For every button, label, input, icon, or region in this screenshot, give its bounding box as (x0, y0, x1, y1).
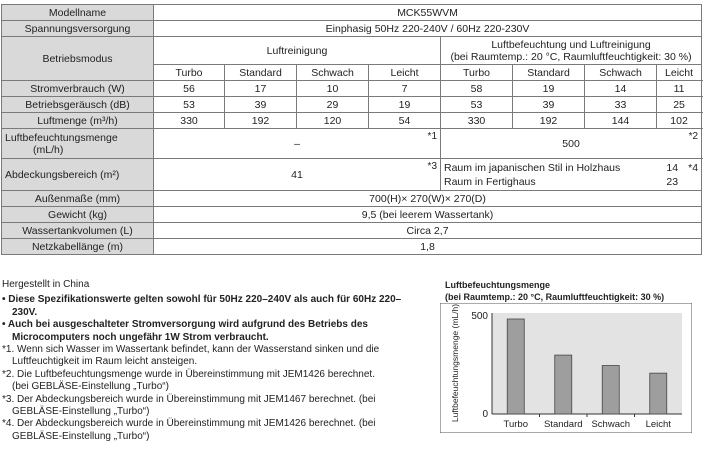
mode-label: Betriebsmodus (2, 37, 154, 81)
footnote: *3. Der Abdeckungsbereich wurde in Übereinstimmung mit JEM1467 berechnet. (bei GEBLÄSE-Einstellung „Turbo“) (2, 393, 376, 418)
spec-table (1, 4, 702, 255)
humidification-value-purify: – (294, 137, 300, 150)
footnote-ref: *2 (688, 131, 699, 142)
bar-schwach (602, 366, 619, 414)
tank-value: Circa 2,7 (154, 223, 702, 239)
tank-label: Wassertankvolumen (L) (2, 223, 154, 239)
group-humidification-condition: (bei Raumtemp.: 20 °C, Raumluftfeuchtigkeit: 30 %) (450, 50, 692, 63)
humidification-label-line1: Luftbefeuchtungsmenge (5, 131, 118, 144)
bar-turbo (507, 319, 524, 414)
cell: 17 (225, 81, 297, 97)
mode-header: Leicht (657, 65, 702, 81)
cell: 7 (369, 81, 441, 97)
mode-header: Turbo (154, 65, 225, 81)
x-tick-label: Leicht (645, 419, 671, 430)
bar-standard (555, 355, 572, 414)
footnote: *4. Der Abdeckungsbereich wurde in Übereinstimmung mit JEM1426 berechnet. (bei GEBLÄSE-Einstellung „Turbo“) (2, 418, 376, 442)
mode-header: Standard (225, 65, 297, 81)
cell: 53 (441, 97, 513, 113)
dimensions-value: 700(H)× 270(W)× 270(D) (154, 191, 702, 207)
row-label: Stromverbrauch (W) (2, 81, 154, 97)
table-row (2, 239, 702, 255)
weight-value: 9,5 (bei leerem Wassertank) (154, 207, 702, 223)
humidification-value-humid: 500 (562, 137, 580, 150)
cell: 33 (585, 97, 657, 113)
power-supply-value: Einphasig 50Hz 220-240V / 60Hz 220-230V (154, 21, 702, 37)
row-label: Luftmenge (m³/h) (2, 113, 154, 129)
footnote-text: (bei GEBLÄSE-Einstellung „Turbo“) (12, 381, 169, 393)
mode-header: Turbo (441, 65, 513, 81)
table-row (2, 159, 702, 191)
cell: 10 (297, 81, 369, 97)
coverage-room-value: 23 (666, 175, 679, 188)
x-tick-label: Turbo (503, 419, 528, 430)
footnote-ref: *4 (688, 161, 699, 174)
footnote: *1. Wenn sich Wasser im Wassertank befindet, kann der Wasserstand sinken und die Luftfeuchtigkeit im Raum leicht ansteigen. (2, 344, 380, 368)
humidification-label (2, 129, 154, 159)
mode-header: Schwach (585, 65, 657, 81)
mode-header: Standard (513, 65, 585, 81)
group-air-purification: Luftreinigung (154, 37, 441, 65)
row-label: Betriebsgeräusch (dB) (2, 97, 154, 113)
cell: 120 (297, 113, 369, 129)
footnote-text: *2. Die Luftbefeuchtungsmenge wurde in Übereinstimmung mit JEM1426 berechnet. (2, 368, 375, 380)
cell: 14 (585, 81, 657, 97)
cell: 19 (513, 81, 585, 97)
cell: 102 (657, 113, 702, 129)
model-value: MCK55WVM (154, 5, 702, 21)
cell: 29 (297, 97, 369, 113)
cable-value: 1,8 (154, 239, 702, 255)
table-row (2, 129, 702, 159)
coverage-room-type: Raum in Fertighaus (444, 175, 536, 188)
humidification-label-unit: (mL/h) (33, 143, 64, 156)
y-tick-label: 500 (471, 311, 488, 322)
coverage-room-type: Raum im japanischen Stil in Holzhaus (444, 161, 621, 174)
made-in-note: Hergestellt in China (2, 279, 90, 290)
cell: 192 (513, 113, 585, 129)
group-humidification (441, 37, 702, 65)
coverage-label: Abdeckungsbereich (m²) (2, 159, 154, 191)
y-tick-label: 0 (482, 409, 488, 420)
cell: 330 (154, 113, 225, 129)
bar-leicht (650, 373, 667, 414)
cable-label: Netzkabellänge (m) (2, 239, 154, 255)
cell: 53 (154, 97, 225, 113)
table-row (2, 81, 702, 97)
cell: 54 (369, 113, 441, 129)
x-tick-label: Standard (543, 419, 583, 430)
chart-title: Luftbefeuchtungsmenge (445, 280, 550, 290)
model-label: Modellname (2, 5, 154, 21)
coverage-humid-cell (441, 159, 702, 191)
coverage-purify-cell (154, 159, 441, 191)
cell: 144 (585, 113, 657, 129)
table-row (2, 97, 702, 113)
notes-section (2, 279, 412, 443)
table-row (2, 113, 702, 129)
humidification-chart (440, 303, 692, 433)
coverage-room-value: 14 (666, 161, 679, 174)
cell: 330 (441, 113, 513, 129)
x-tick-label: Schwach (591, 419, 631, 430)
dimensions-label: Außenmaße (mm) (2, 191, 154, 207)
cell: 39 (513, 97, 585, 113)
power-supply-label: Spannungsversorgung (2, 21, 154, 37)
group-humidification-title: Luftbefeuchtung und Luftreinigung (491, 38, 651, 51)
y-axis-label: Luftbefeuchtungsmenge (mL/h) (450, 303, 460, 423)
cell: 25 (657, 97, 702, 113)
footnote (2, 369, 412, 394)
coverage-value-purify: 41 (291, 168, 303, 181)
cell: 58 (441, 81, 513, 97)
cell: 39 (225, 97, 297, 113)
table-row (2, 207, 702, 223)
weight-label: Gewicht (kg) (2, 207, 154, 223)
cell: 19 (369, 97, 441, 113)
cell: 11 (657, 81, 702, 97)
bullet-note: • Auch bei ausgeschalteter Stromversorgung wird aufgrund des Betriebs des Microcomputers noch ungefähr 1W Strom verbraucht. (2, 319, 368, 343)
humidification-humid-cell (441, 129, 702, 159)
table-row (2, 223, 702, 239)
bullet-note: • Diese Spezifikationswerte gelten sowohl für 50Hz 220–240V als auch für 60Hz 220–230V. (2, 294, 402, 318)
cell: 192 (225, 113, 297, 129)
humidification-purify-cell (154, 129, 441, 159)
footnote-ref: *1 (427, 131, 437, 142)
mode-header: Leicht (369, 65, 441, 81)
chart-subtitle: (bei Raumtemp.: 20 °C, Raumluftfeuchtigkeit: 30 %) (445, 292, 665, 302)
table-row (2, 191, 702, 207)
mode-header: Schwach (297, 65, 369, 81)
footnote-ref: *3 (427, 161, 437, 172)
cell: 56 (154, 81, 225, 97)
chart-title-block (445, 279, 700, 303)
